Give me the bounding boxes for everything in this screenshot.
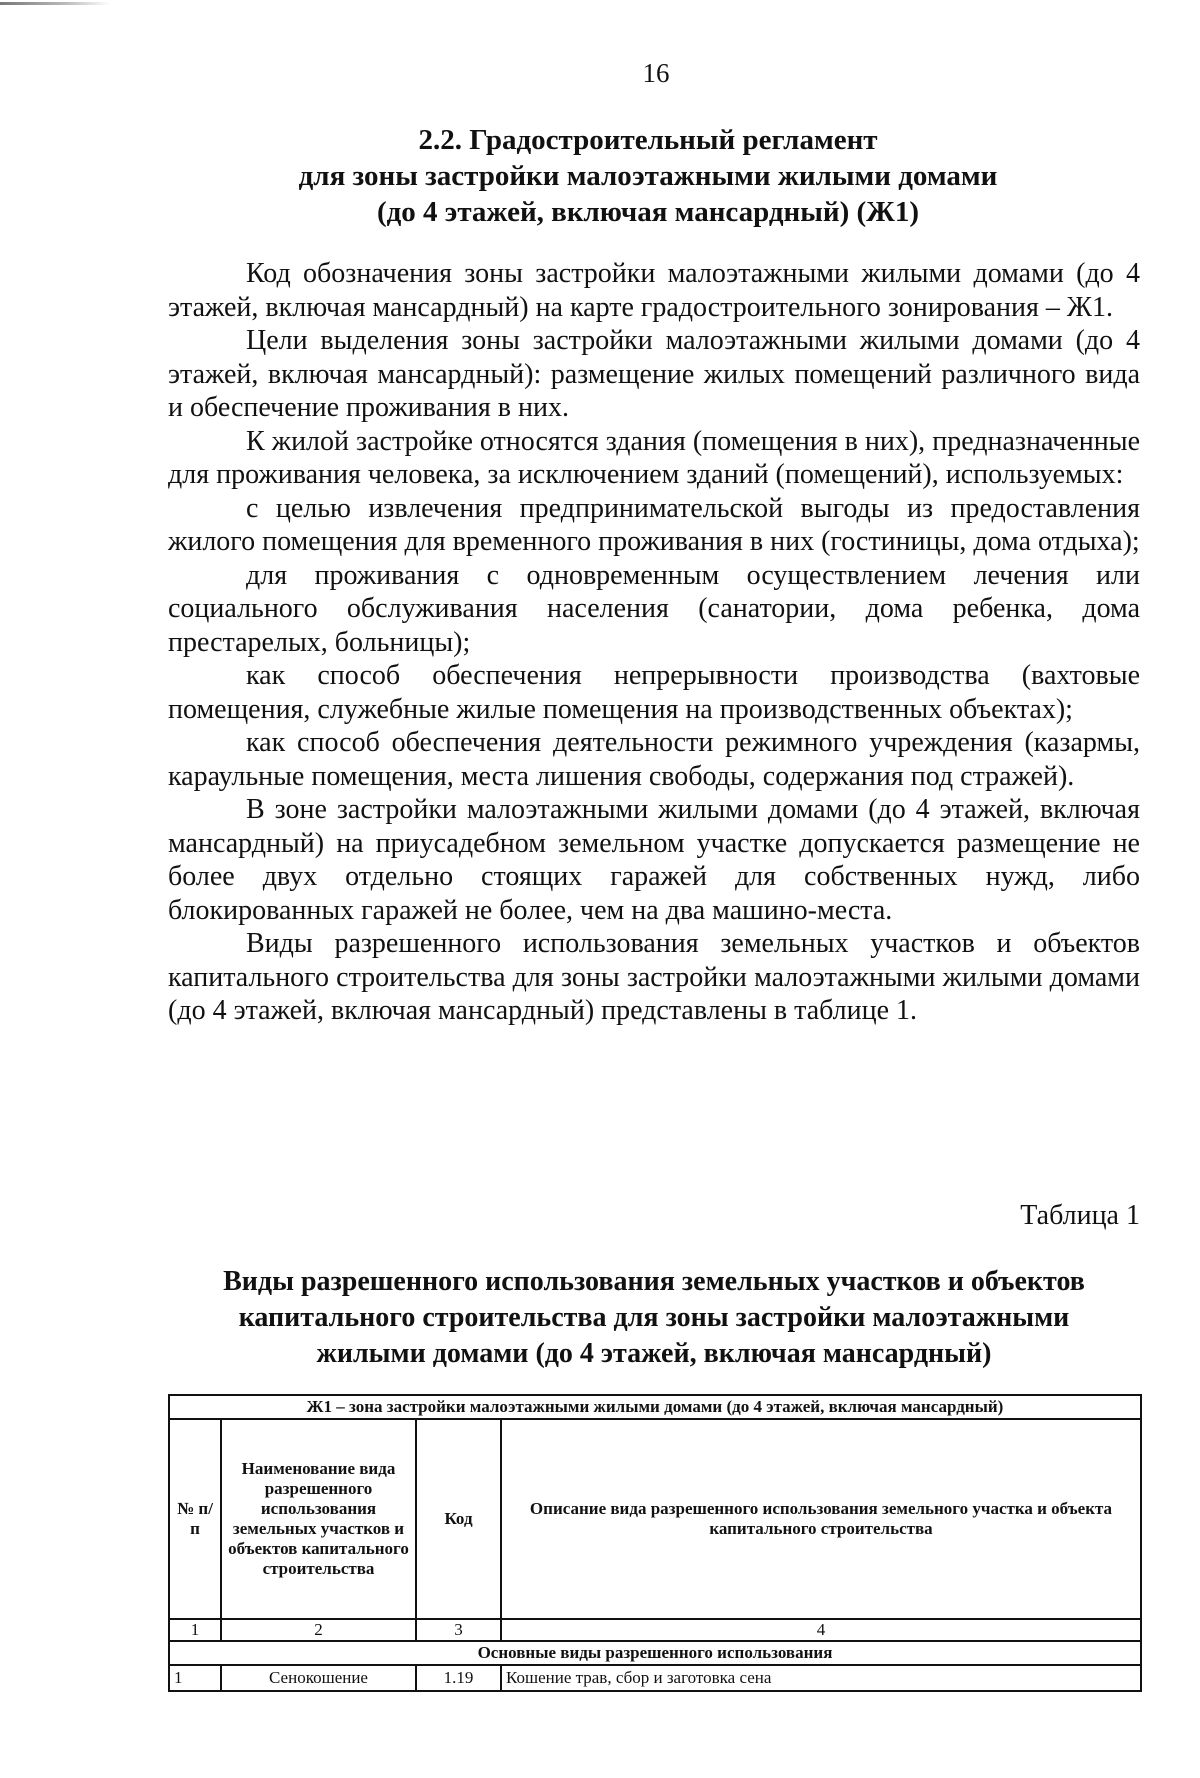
column-number: 1 (169, 1619, 221, 1641)
column-number: 2 (221, 1619, 416, 1641)
paragraph: К жилой застройке относятся здания (помещения в них), предназначенные для проживания человека, за исключением зданий (помещений), используемых: (168, 425, 1140, 490)
table-title (168, 1264, 1140, 1372)
table-cell: Сенокошение (221, 1665, 416, 1691)
table-title-line: жилыми домами (до 4 этажей, включая мансардный) (316, 1338, 992, 1369)
paragraph: Код обозначения зоны застройки малоэтажными жилыми домами (до 4 этажей, включая мансардный) на карте градостроительного зонирования – Ж1. (168, 258, 1140, 323)
page-number: 16 (642, 58, 670, 88)
heading-line: 2.2. Градостроительный регламент (418, 124, 878, 156)
table-title-line: Виды разрешенного использования земельных участков и объектов (223, 1266, 1085, 1297)
table-header-row (169, 1419, 1141, 1619)
column-header: Наименование вида разрешенного использования земельных участков и объектов капитального строительства (221, 1419, 416, 1619)
body-text (168, 257, 1140, 1028)
column-header: № п/п (169, 1419, 221, 1619)
column-number: 3 (416, 1619, 501, 1641)
column-header: Описание вида разрешенного использования земельного участка и объекта капитального строительства (501, 1419, 1141, 1619)
paragraph: как способ обеспечения деятельности режимного учреждения (казармы, караульные помещения, места лишения свободы, содержания под стражей). (168, 727, 1140, 792)
heading-line: для зоны застройки малоэтажными жилыми домами (298, 160, 998, 192)
column-header: Код (416, 1419, 501, 1619)
paragraph: как способ обеспечения непрерывности производства (вахтовые помещения, служебные жилые помещения на производственных объектах); (168, 660, 1140, 725)
column-number: 4 (501, 1619, 1141, 1641)
table-column-number-row (169, 1619, 1141, 1641)
table-caption: Таблица 1 (1020, 1200, 1140, 1231)
paragraph: В зоне застройки малоэтажными жилыми домами (до 4 этажей, включая мансардный) на приусадебном земельном участке допускается размещение не более двух отдельно стоящих гаражей для собственных нужд, либо блокированных гаражей не более, чем на два машино-места. (168, 794, 1140, 926)
table-section-row (169, 1641, 1141, 1665)
paragraph: для проживания с одновременным осуществлением лечения или социального обслуживания населения (санатории, дома ребенка, дома престарелых, больницы); (168, 559, 1140, 658)
table-cell: 1.19 (416, 1665, 501, 1691)
paragraph: Цели выделения зоны застройки малоэтажными жилыми домами (до 4 этажей, включая мансардный): размещение жилых помещений различного вида и обеспечение проживания в них. (168, 325, 1140, 423)
section-heading (168, 122, 1128, 230)
table-zone-row (169, 1395, 1141, 1419)
section-label: Основные виды разрешенного использования (169, 1641, 1141, 1665)
paragraph: Виды разрешенного использования земельных участков и объектов капитального строительства для зоны застройки малоэтажными жилыми домами (до 4 этажей, включая мансардный) представлены в таблице 1. (168, 928, 1140, 1026)
scan-edge-mark (0, 2, 110, 5)
heading-line: (до 4 этажей, включая мансардный) (Ж1) (376, 196, 920, 228)
table-cell: 1 (169, 1665, 221, 1691)
regulation-table (168, 1394, 1142, 1692)
table-cell: Кошение трав, сбор и заготовка сена (501, 1665, 1141, 1691)
zone-header-cell: Ж1 – зона застройки малоэтажными жилыми домами (до 4 этажей, включая мансардный) (169, 1395, 1141, 1419)
paragraph: с целью извлечения предпринимательской выгоды из предоставления жилого помещения для временного проживания в них (гостиницы, дома отдыха); (168, 492, 1140, 557)
table-row (169, 1665, 1141, 1691)
table-title-line: капитального строительства для зоны застройки малоэтажными (238, 1302, 1070, 1333)
